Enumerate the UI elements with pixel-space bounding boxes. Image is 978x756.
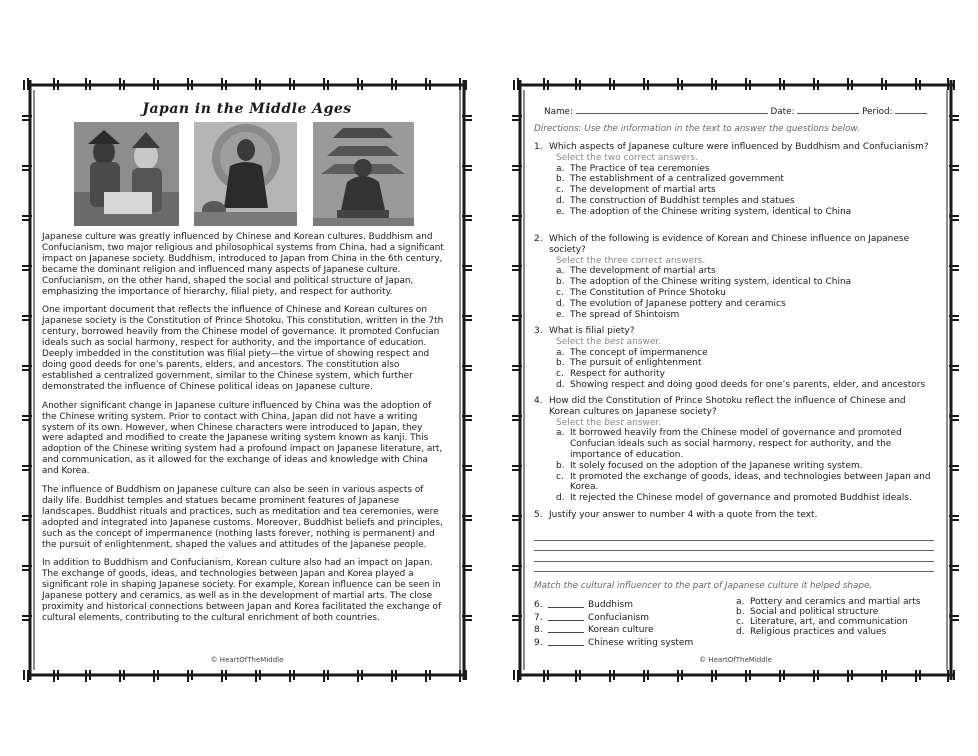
question-hint: Select the two correct answers.	[556, 152, 698, 163]
answer-option[interactable]	[556, 164, 934, 175]
option-letter: c.	[556, 185, 564, 196]
option-letter: e.	[556, 309, 565, 320]
date-label: Date:	[770, 107, 795, 117]
answer-option[interactable]	[556, 277, 934, 288]
matching-item: 6. Buddhism	[534, 600, 633, 610]
matching-directions: Match the cultural influencer to the part of Japanese culture it helped shape.	[534, 581, 873, 591]
option-letter: b.	[556, 460, 565, 471]
question-number: 2.	[534, 234, 543, 244]
answer-option[interactable]	[556, 428, 934, 460]
question-4	[534, 396, 934, 504]
answer-option[interactable]	[556, 369, 934, 380]
answer-option[interactable]	[556, 358, 934, 369]
answer-option[interactable]	[556, 288, 934, 299]
answer-option[interactable]	[556, 380, 934, 391]
answer-line[interactable]	[534, 562, 934, 573]
answer-option[interactable]	[556, 493, 934, 504]
question-number: 4.	[534, 396, 543, 406]
answer-option[interactable]	[556, 174, 934, 185]
option-letter: d.	[556, 298, 565, 309]
option-letter: d.	[556, 195, 565, 206]
question-hint: Select the best answer.	[556, 336, 662, 347]
name-label: Name:	[544, 107, 573, 117]
paragraph: In addition to Buddhism and Confucianism, Korean culture also had an impact on Japan. The exchange of goods, ideas, and technologies between Japan and Korea played a significant role in shaping Japanese society. For example, Korean influence can be seen in Japanese pottery and ceramics, as well as in the development of martial arts. The close proximity and historical connections between Japan and Korea facilitated the exchange of cultural elements, contributing to the cultural enrichment of both countries.	[42, 558, 442, 623]
option-letter: d.	[556, 379, 565, 390]
answer-option[interactable]	[556, 299, 934, 310]
question-hint: Select the three correct answers.	[556, 255, 706, 266]
answer-option[interactable]	[556, 185, 934, 196]
matching-item: 7. Confucianism	[534, 612, 649, 623]
option-text: It borrowed heavily from the Chinese model of governance and promoted Confucian ideals such as social harmony, respect for authority, and the importance of education.	[570, 428, 902, 460]
question-number: 1.	[534, 142, 543, 152]
option-letter: c.	[556, 369, 564, 380]
paragraph: One important document that reflects the influence of Chinese and Korean cultures on Japanese society is the Constitution of Prince Shotoku. This constitution, written in the 7th century, borrowed heavily from the Chinese model of governance. It promoted Confucian ideals such as social harmony, respect for authority, and the importance of education. Deeply imbedded in the constitution was filial piety—the virtue of showing respect and doing good deeds for one’s parents, elders, and ancestors. The constitution also established a centralized government, similar to the Chinese system, which further demonstrated the influence of Chinese political ideas on Japanese culture.	[42, 305, 444, 392]
option-text: The adoption of the Chinese writing system, identical to China	[570, 277, 852, 288]
question-text: Which aspects of Japanese culture were influenced by Buddhism and Confucianism?	[549, 142, 929, 152]
question-text: Justify your answer to number 4 with a quote from the text.	[549, 510, 818, 520]
paragraph: The influence of Buddhism on Japanese culture can also be seen in various aspects of daily life. Buddhist temples and statues became prominent features of Japanese landscapes. Buddhist rituals and practices, such as meditation and tea ceremonies, were adopted and integrated into Japanese customs. Moreover, Buddhist beliefs and principles, such as the concept of impermanence (nothing lasts forever, nothing is permanent) and the pursuit of enlightenment, shaped the values and attitudes of the Japanese people.	[42, 485, 443, 550]
answer-line[interactable]	[534, 530, 934, 541]
question-hint: Select the best answer.	[556, 417, 662, 428]
matching-answers	[736, 597, 946, 637]
buddha-pagoda-image	[313, 122, 414, 226]
option-text: Showing respect and doing good deeds for one’s parents, elder, and ancestors	[570, 379, 926, 390]
matching-answer: a. Pottery and ceramics and martial arts	[736, 597, 921, 607]
option-letter: c.	[556, 471, 564, 482]
question-2	[534, 234, 934, 320]
option-text: The concept of impermanence	[570, 347, 708, 358]
option-text: It promoted the exchange of goods, ideas, and technologies between Japan and Korea.	[570, 471, 931, 493]
option-letter: c.	[556, 287, 564, 298]
option-text: The Constitution of Prince Shotoku	[570, 287, 726, 298]
period-field[interactable]	[895, 105, 927, 114]
question-text: What is filial piety?	[549, 326, 635, 336]
student-info-line	[544, 105, 927, 117]
option-text: The adoption of the Chinese writing system, identical to China	[570, 206, 852, 217]
samurai-image	[74, 122, 179, 226]
answer-option[interactable]	[556, 472, 934, 494]
period-label: Period:	[862, 107, 893, 117]
question-text: Which of the following is evidence of Korean and Chinese influence on Japanese society?	[549, 234, 910, 255]
option-text: The Practice of tea ceremonies	[570, 163, 710, 174]
answer-option[interactable]	[556, 196, 934, 207]
question-1	[534, 142, 934, 218]
option-letter: e.	[556, 206, 565, 217]
answer-option[interactable]	[556, 348, 934, 359]
reading-passage	[42, 232, 444, 632]
option-letter: a.	[556, 163, 565, 174]
paragraph: Another significant change in Japanese culture influenced by China was the adoption of the Chinese writing system. Prior to contact with China, Japan did not have a writing system of its own. However, when Chinese characters were introduced to Japan, they were adapted and modified to create the Japanese writing system known as kanji. This adoption of the Chinese writing system had a profound impact on Japanese literature, art, and communication, as it allowed for the exchange of ideas and knowledge with China and Korea.	[42, 400, 443, 477]
option-text: It rejected the Chinese model of governance and promoted Buddhist ideals.	[570, 493, 912, 504]
option-letter: b.	[556, 277, 565, 288]
reading-page	[20, 76, 474, 684]
match-blank[interactable]	[548, 637, 584, 646]
answer-option[interactable]	[556, 266, 934, 277]
matching-answer: d. Religious practices and values	[736, 627, 887, 637]
answer-option[interactable]	[556, 461, 934, 472]
matching-item: 9. Chinese writing system	[534, 637, 694, 648]
option-letter: a.	[556, 428, 565, 439]
option-letter: a.	[556, 347, 565, 358]
option-letter: a.	[556, 266, 565, 277]
illustration-row	[74, 122, 414, 226]
matching-answer: c. Literature, art, and communication	[736, 617, 908, 627]
confucian-scholar-image	[194, 122, 297, 226]
question-number: 3.	[534, 326, 543, 336]
matching-items	[534, 599, 734, 649]
matching-answer: b. Social and political structure	[736, 607, 879, 617]
answer-line[interactable]	[534, 551, 934, 562]
matching-item: 8. Korean culture	[534, 625, 654, 635]
match-blank[interactable]	[548, 612, 584, 621]
page-title: Japan in the Middle Ages	[142, 101, 352, 117]
question-5	[534, 510, 934, 521]
paragraph: Japanese culture was greatly influenced by Chinese and Korean cultures. Buddhism and Confucianism, two major religious and philosophical systems from China, had a significant impact on Japanese society. Buddhism, introduced to Japan from China in the 6th century, became the dominant religion and influenced many aspects of Japanese culture. Confucianism, on the other hand, shaped the social and political structure of Japan, emphasizing the importance of hierarchy, filial piety, and respect for authority.	[42, 232, 444, 297]
option-text: It solely focused on the adoption of the Japanese writing system.	[570, 460, 863, 471]
option-letter: b.	[556, 174, 565, 185]
answer-lines[interactable]	[534, 530, 934, 572]
answer-option[interactable]	[556, 310, 934, 321]
option-text: The development of martial arts	[570, 266, 716, 277]
question-number: 5.	[534, 510, 543, 520]
option-text: The spread of Shintoism	[570, 309, 680, 320]
answer-line[interactable]	[534, 541, 934, 552]
worksheet-page	[510, 76, 961, 684]
copyright: © HeartOfTheMiddle	[210, 656, 284, 664]
name-field[interactable]	[576, 105, 768, 114]
question-3	[534, 326, 934, 391]
option-text: The construction of Buddhist temples and statues	[570, 195, 795, 206]
option-text: The development of martial arts	[570, 185, 716, 196]
match-blank[interactable]	[548, 624, 584, 633]
option-text: Respect for authority	[570, 369, 665, 380]
option-text: The evolution of Japanese pottery and ceramics	[570, 298, 786, 309]
copyright: © HeartOfTheMiddle	[699, 656, 772, 664]
question-text: How did the Constitution of Prince Shotoku reflect the influence of Chinese and Korean cultures on Japanese society?	[549, 396, 906, 417]
option-letter: d.	[556, 493, 565, 504]
date-field[interactable]	[797, 105, 859, 114]
option-letter: b.	[556, 358, 565, 369]
directions: Directions: Use the information in the text to answer the questions below.	[534, 124, 860, 134]
option-text: The establishment of a centralized government	[570, 174, 784, 185]
match-blank[interactable]	[548, 599, 584, 608]
answer-option[interactable]	[556, 207, 934, 218]
option-text: The pursuit of enlightenment	[570, 358, 702, 369]
